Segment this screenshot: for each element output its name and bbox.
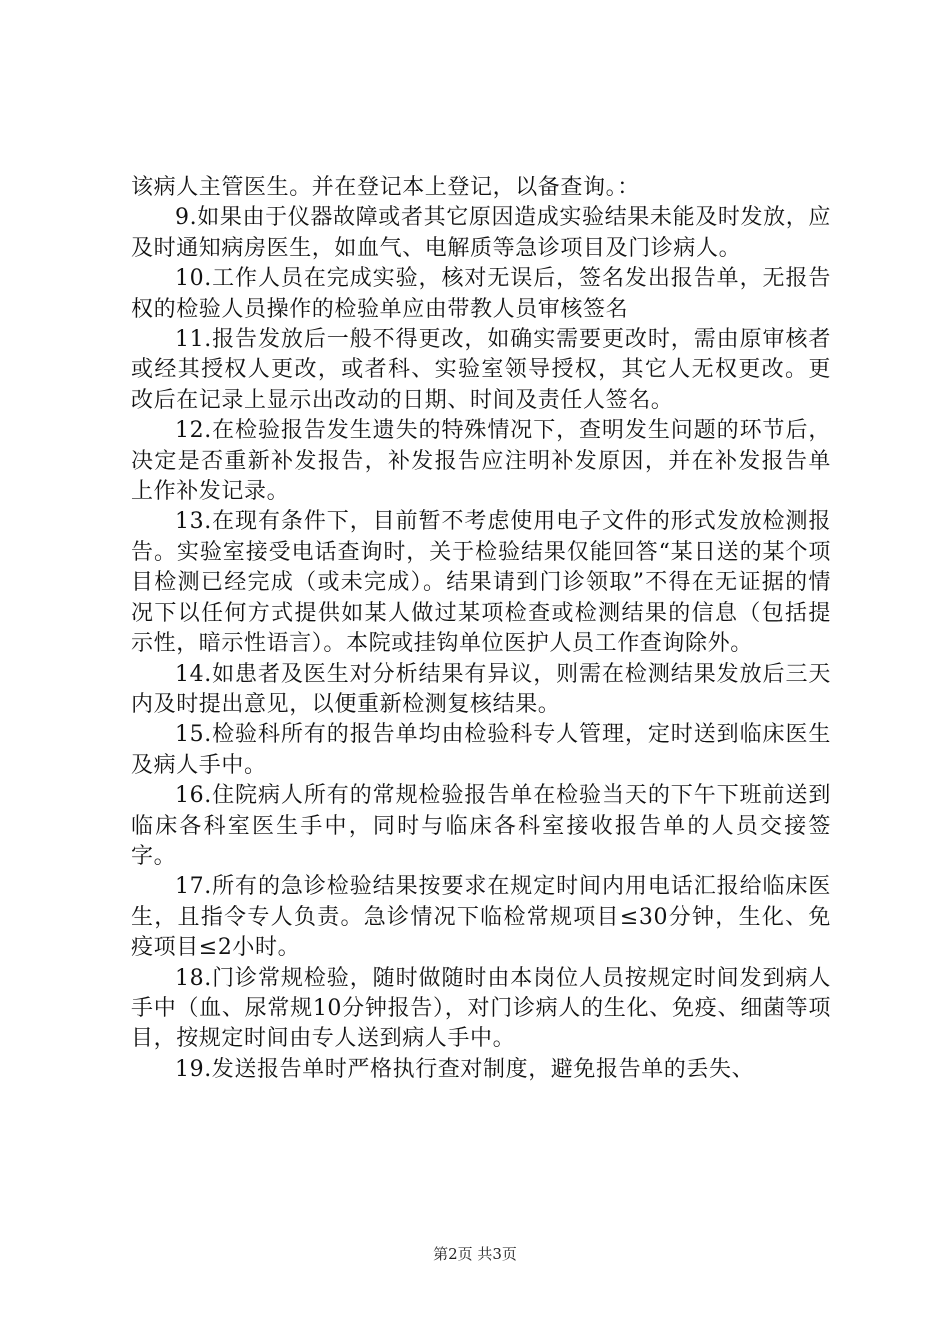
paragraph-item-16: 16.住院病人所有的常规检验报告单在检验当天的下午下班前送到临床各科室医生手中，同时与临床各科室接收报告单的人员交接签字。 [131, 783, 831, 869]
paragraph-item-15: 15.检验科所有的报告单均由检验科专人管理，定时送到临床医生及病人手中。 [131, 722, 831, 778]
paragraph-item-12: 12.在检验报告发生遗失的特殊情况下，查明发生问题的环节后，决定是否重新补发报告，补发报告应注明补发原因，并在补发报告单上作补发记录。 [131, 418, 831, 505]
paragraph-item-17: 17.所有的急诊检验结果按要求在规定时间内用电话汇报给临床医生，且指令专人负责。急诊情况下临检常规项目≤30分钟，生化、免疫项目≤2小时。 [131, 874, 831, 961]
paragraph-item-10: 10.工作人员在完成实验，核对无误后，签名发出报告单，无报告权的检验人员操作的检验单应由带教人员审核签名 [131, 266, 831, 322]
paragraph-item-11: 11.报告发放后一般不得更改，如确实需要更改时，需由原审核者或经其授权人更改，或者科、实验室领导授权，其它人无权更改。更改后在记录上显示出改动的日期、时间及责任人签名。 [131, 327, 831, 413]
paragraph-item-14: 14.如患者及医生对分析结果有异议，则需在检测结果发放后三天内及时提出意见，以便重新检测复核结果。 [131, 661, 831, 717]
paragraph-item-13: 13.在现有条件下，目前暂不考虑使用电子文件的形式发放检测报告。实验室接受电话查询时，关于检验结果仅能回答“某日送的某个项目检测已经完成（或未完成）。结果请到门诊领取”不得在无证据的情况下以任何方式提供如某人做过某项检查或检测结果的信息（包括提示性，暗示性语言）。本院或挂钩单位医护人员工作查询除外。 [131, 509, 831, 657]
page-number-footer: 第2页 共3页 [433, 1245, 517, 1263]
paragraph-item-18: 18.门诊常规检验，随时做随时由本岗位人员按规定时间发到病人手中（血、尿常规10分钟报告），对门诊病人的生化、免疫、细菌等项目，按规定时间由专人送到病人手中。 [131, 965, 831, 1052]
paragraph-item-9: 9.如果由于仪器故障或者其它原因造成实验结果未能及时发放，应及时通知病房医生，如血气、电解质等急诊项目及门诊病人。 [131, 205, 831, 261]
paragraph-0: 该病人主管医生。并在登记本上登记，以备查询。： [131, 175, 640, 200]
paragraph-item-19: 19.发送报告单时严格执行查对制度，避免报告单的丢失、 [175, 1056, 755, 1082]
document-body [131, 173, 831, 1085]
